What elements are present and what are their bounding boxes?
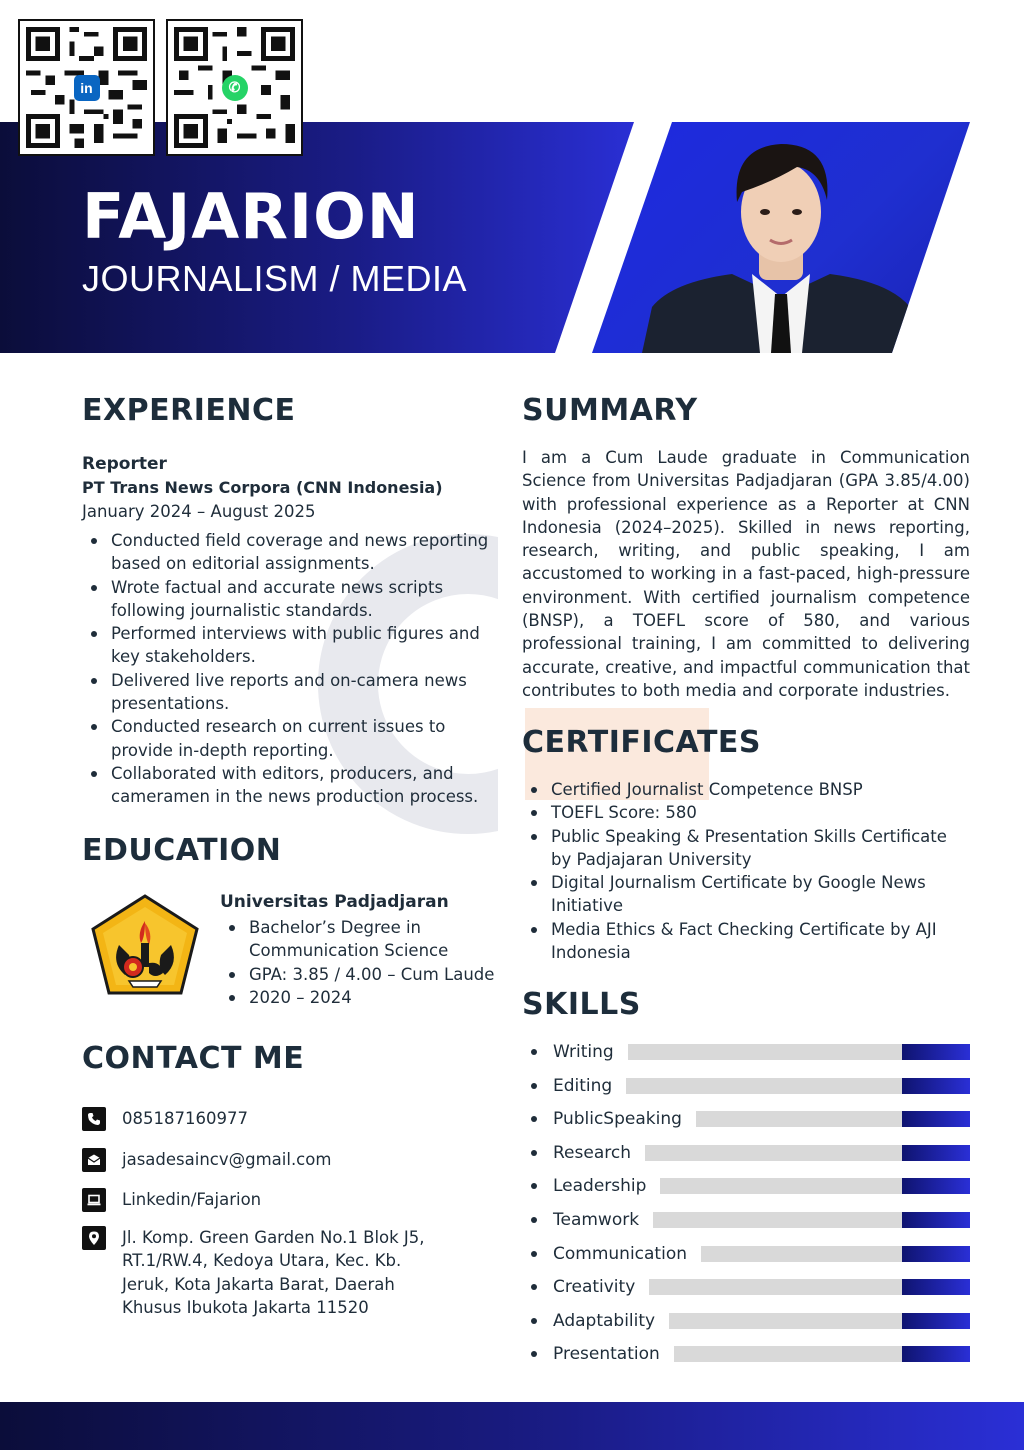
skill-label: Editing: [553, 1074, 624, 1098]
skill-bar-fill: [902, 1346, 970, 1362]
skill-row: [522, 1040, 970, 1064]
skill-bar-track: [626, 1078, 970, 1094]
list-item: Bachelor’s Degree in Communication Science: [220, 916, 510, 963]
list-item: Certified Journalist Competence BNSP: [522, 778, 962, 801]
whatsapp-qr[interactable]: [166, 19, 303, 156]
skill-bar-track: [645, 1145, 970, 1161]
contact-address: [82, 1226, 442, 1319]
list-item: 2020 – 2024: [220, 986, 510, 1009]
job-title: Reporter: [82, 454, 167, 474]
footer-banner: [0, 1402, 1024, 1450]
skill-bar-fill: [902, 1212, 970, 1228]
bullet-dot: [531, 1049, 537, 1055]
skills-title: SKILLS: [522, 987, 641, 1022]
skill-bar-fill: [902, 1044, 970, 1060]
bullet-dot: [531, 1116, 537, 1122]
bullet-dot: [531, 1351, 537, 1357]
candidate-name: FAJARION: [82, 180, 420, 253]
contact-phone-text: 085187160977: [122, 1109, 248, 1128]
skill-bar-track: [653, 1212, 970, 1228]
skill-bar-fill: [902, 1145, 970, 1161]
skill-label: Teamwork: [553, 1208, 651, 1232]
certificates-title: CERTIFICATES: [522, 725, 762, 760]
list-item: TOEFL Score: 580: [522, 801, 962, 824]
candidate-role: JOURNALISM / MEDIA: [82, 258, 468, 299]
contact-linkedin[interactable]: [82, 1188, 261, 1212]
skill-label: Adaptability: [553, 1309, 667, 1333]
skill-label: Writing: [553, 1040, 626, 1064]
list-item: Digital Journalism Certificate by Google News Initiative: [522, 871, 962, 918]
mail-icon: [82, 1148, 106, 1172]
bullet-dot: [531, 1150, 537, 1156]
person-silhouette-icon: [592, 122, 970, 353]
skill-bar-track: [696, 1111, 970, 1127]
skill-row: [522, 1342, 970, 1366]
list-item: Wrote factual and accurate news scripts following journalistic standards.: [82, 576, 492, 623]
bullet-dot: [531, 1251, 537, 1257]
skill-bar-fill: [902, 1279, 970, 1295]
skill-bar-track: [669, 1313, 970, 1329]
contact-email-text: jasadesaincv@gmail.com: [122, 1150, 332, 1169]
skill-label: PublicSpeaking: [553, 1107, 694, 1131]
skill-bar-track: [674, 1346, 970, 1362]
contact-phone[interactable]: [82, 1107, 248, 1131]
list-item: Delivered live reports and on-camera news presentations.: [82, 669, 492, 716]
skill-label: Research: [553, 1141, 643, 1165]
university-crest-icon: [89, 893, 201, 1005]
location-pin-icon: [82, 1226, 106, 1250]
list-item: Collaborated with editors, producers, and cameramen in the news production process.: [82, 762, 492, 809]
skill-row: [522, 1141, 970, 1165]
skill-row: [522, 1242, 970, 1266]
bullet-dot: [531, 1318, 537, 1324]
contact-linkedin-text: Linkedin/Fajarion: [122, 1190, 262, 1209]
experience-job: [82, 452, 482, 524]
list-item: GPA: 3.85 / 4.00 – Cum Laude: [220, 963, 510, 986]
contact-title: CONTACT ME: [82, 1041, 305, 1076]
experience-title: EXPERIENCE: [82, 393, 296, 428]
education-details: [220, 916, 510, 1009]
list-item: Public Speaking & Presentation Skills Certificate by Padjajaran University: [522, 825, 962, 872]
laptop-icon: [82, 1188, 106, 1212]
job-company: PT Trans News Corpora (CNN Indonesia): [82, 478, 443, 497]
education-school: Universitas Padjadjaran: [220, 892, 449, 912]
whatsapp-icon: ✆: [222, 75, 248, 101]
skill-row: [522, 1309, 970, 1333]
education-title: EDUCATION: [82, 833, 282, 868]
skill-row: [522, 1208, 970, 1232]
skill-bar-fill: [902, 1246, 970, 1262]
skill-bar-fill: [902, 1078, 970, 1094]
contact-email[interactable]: [82, 1148, 331, 1172]
bullet-dot: [531, 1083, 537, 1089]
certificates-list: [522, 778, 962, 964]
bullet-dot: [531, 1183, 537, 1189]
skill-label: Leadership: [553, 1174, 658, 1198]
skill-row: [522, 1275, 970, 1299]
contact-address-text: Jl. Komp. Green Garden No.1 Blok J5, RT.1/RW.4, Kedoya Utara, Kec. Kb. Jeruk, Kota Jakarta Barat, Daerah Khusus Ibukota Jakarta 11520: [122, 1228, 425, 1317]
skill-bar-track: [649, 1279, 970, 1295]
phone-icon: [82, 1107, 106, 1131]
skill-bar-fill: [902, 1313, 970, 1329]
skill-label: Communication: [553, 1242, 699, 1266]
skill-row: [522, 1107, 970, 1131]
skill-bar-track: [628, 1044, 970, 1060]
linkedin-qr[interactable]: [18, 19, 155, 156]
bullet-dot: [531, 1217, 537, 1223]
job-dates: January 2024 – August 2025: [82, 502, 316, 521]
summary-text: I am a Cum Laude graduate in Communication Science from Universitas Padjadjaran (GPA 3.85/4.00) with professional experience as a Reporter at CNN Indonesia (2024–2025). Skilled in news reporting, research, writing, and public speaking, I am accustomed to working in a fast-paced, high-pressure environment. With certified journalism competence (BNSP), a TOEFL score of 580, and various professional training, I am committed to delivering accurate, creative, and impactful communication that contributes to both media and corporate industries.: [522, 448, 970, 700]
linkedin-icon: in: [74, 75, 100, 101]
skill-bar-track: [701, 1246, 970, 1262]
skill-row: [522, 1074, 970, 1098]
summary-title: SUMMARY: [522, 393, 698, 428]
skill-bar-fill: [902, 1111, 970, 1127]
list-item: Performed interviews with public figures and key stakeholders.: [82, 622, 492, 669]
list-item: Media Ethics & Fact Checking Certificate by AJI Indonesia: [522, 918, 962, 965]
skill-bar-track: [660, 1178, 970, 1194]
bullet-dot: [531, 1284, 537, 1290]
skill-bar-fill: [902, 1178, 970, 1194]
list-item: Conducted field coverage and news reporting based on editorial assignments.: [82, 529, 492, 576]
skill-row: [522, 1174, 970, 1198]
profile-photo: [592, 122, 970, 353]
university-logo: [89, 893, 201, 1005]
list-item: Conducted research on current issues to provide in-depth reporting.: [82, 715, 492, 762]
experience-duties: [82, 529, 492, 809]
skill-label: Presentation: [553, 1342, 672, 1366]
skill-label: Creativity: [553, 1275, 647, 1299]
